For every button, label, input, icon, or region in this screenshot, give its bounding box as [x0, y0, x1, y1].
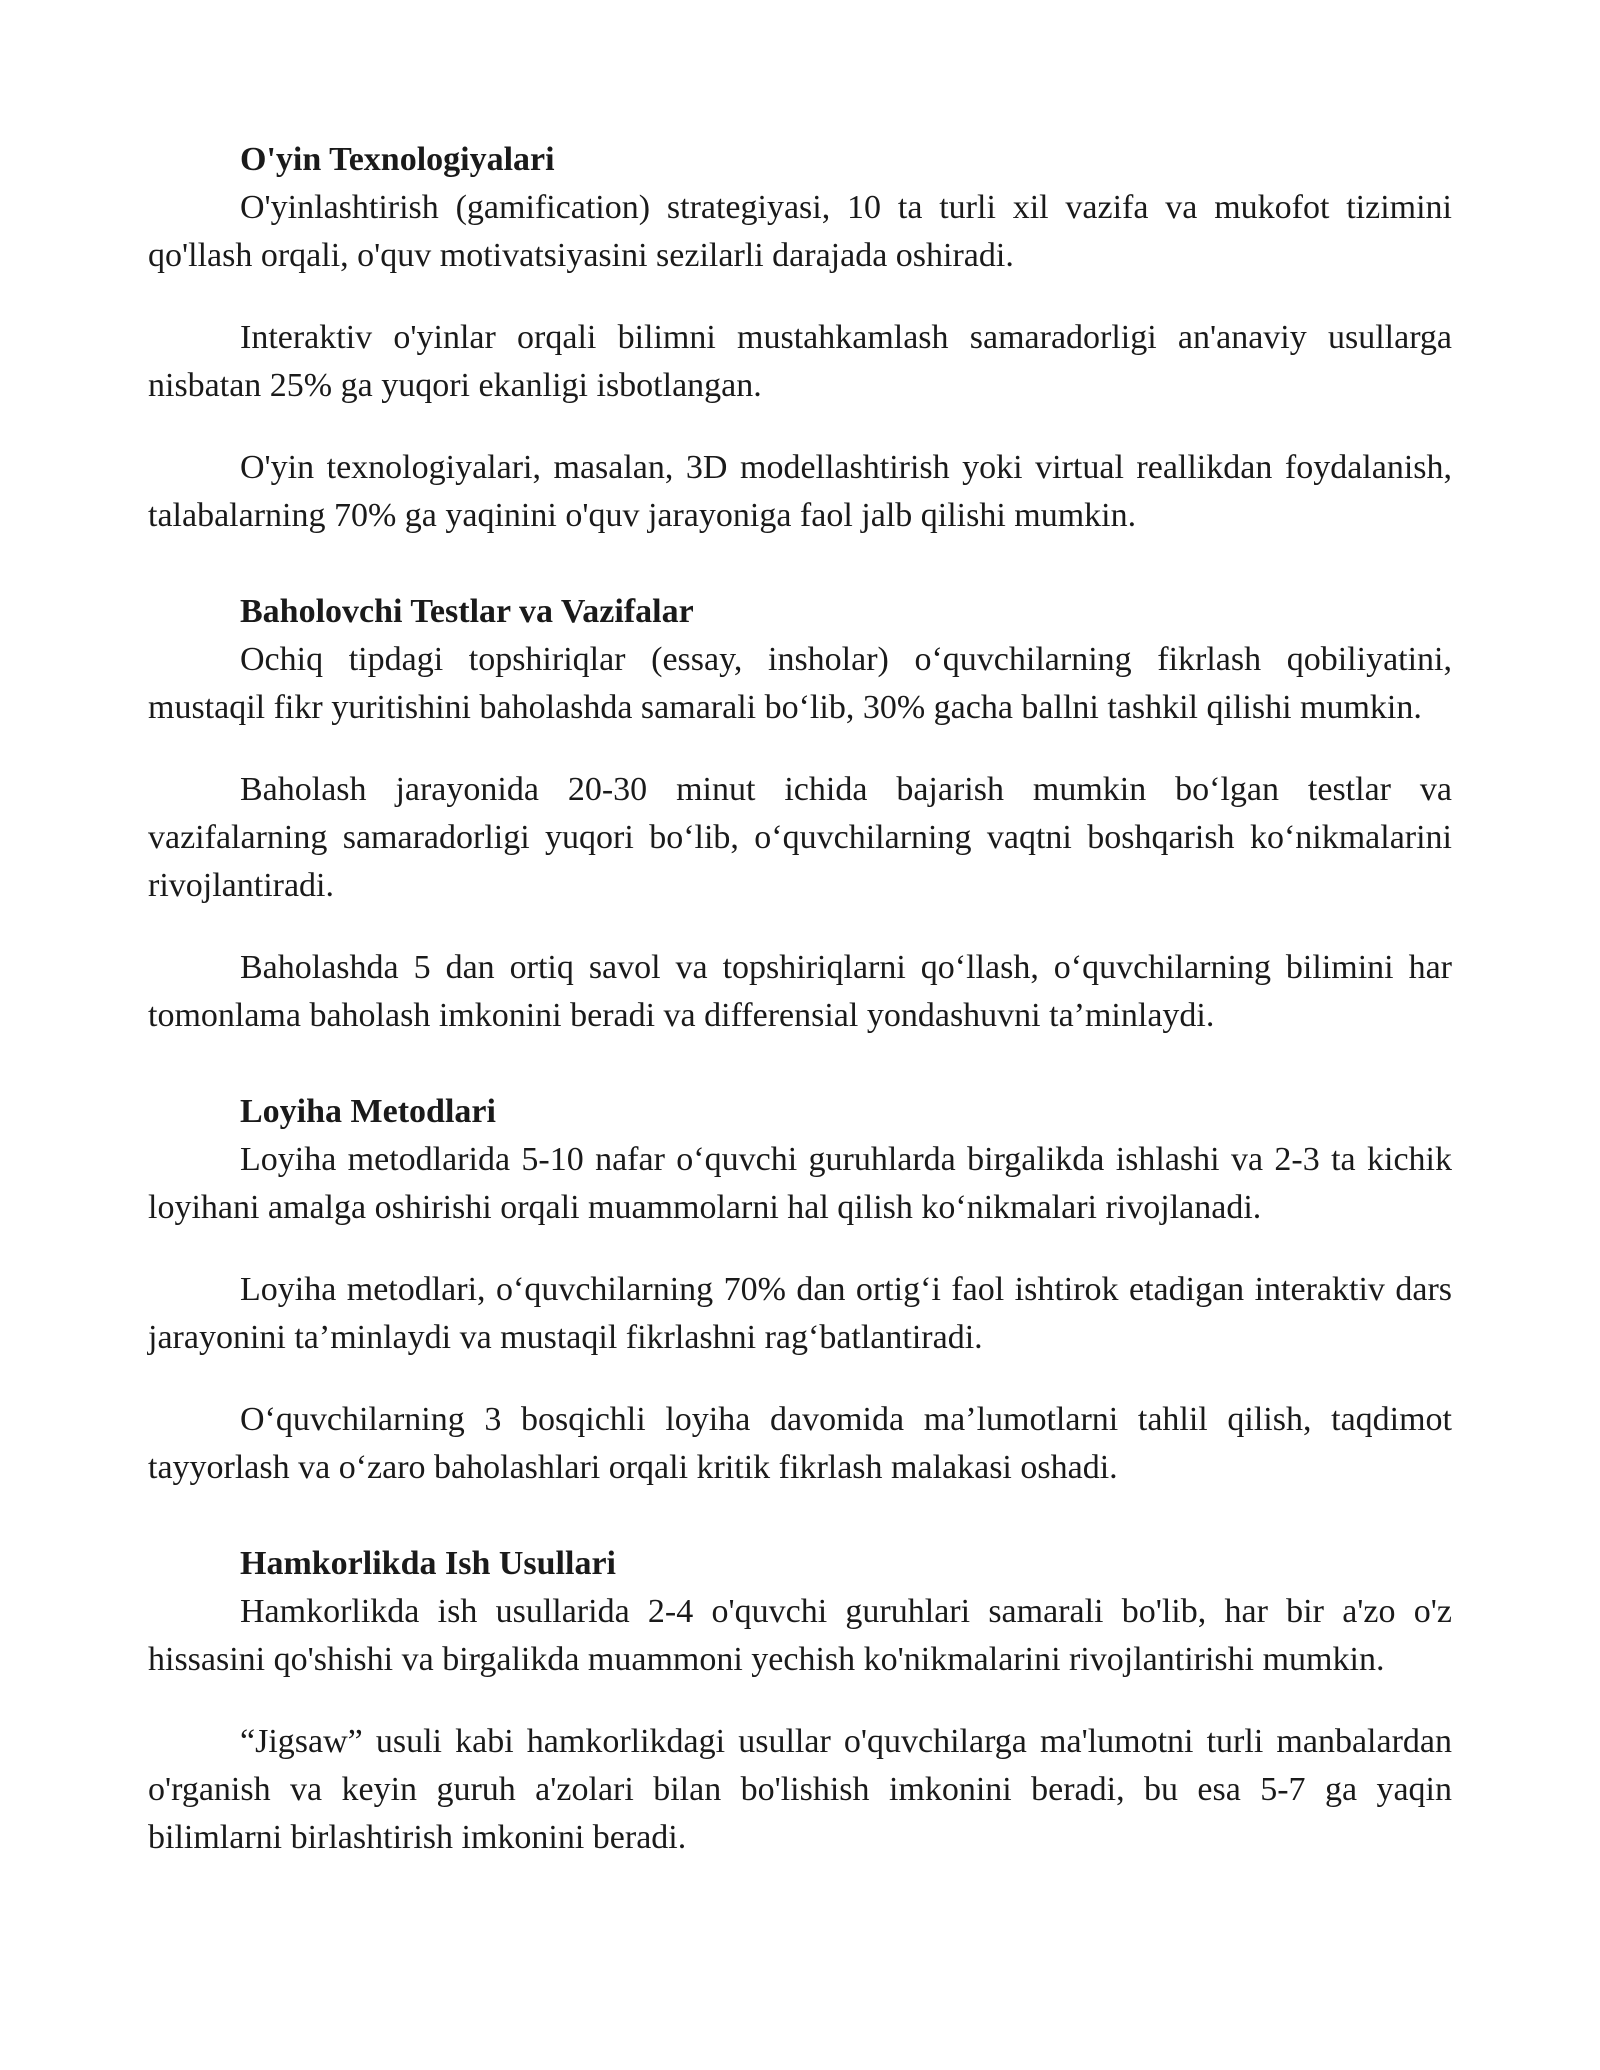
paragraph: O'yinlashtirish (gamification) strategiyasi, 10 ta turli xil vazifa va mukofot tizimini qo'llash orqali, o'quv motivatsiyasini sezilarli darajada oshiradi.: [148, 189, 1452, 274]
paragraph: Ochiq tipdagi topshiriqlar (essay, insholar) o‘quvchilarning fikrlash qobiliyatini, mustaqil fikr yuritishini baholashda samarali bo‘lib, 30% gacha ballni tashkil qilishi mumkin.: [148, 641, 1452, 726]
paragraph: “Jigsaw” usuli kabi hamkorlikdagi usullar o'quvchilarga ma'lumotni turli manbalardan o'rganish va keyin guruh a'zolari bilan bo'lishish imkonini beradi, bu esa 5-7 ga yaqin bilimlarni birlashtirish imkonini beradi.: [148, 1723, 1452, 1856]
section-baholovchi-testlar: [148, 588, 1452, 1040]
paragraph: Interaktiv o'yinlar orqali bilimni mustahkamlash samaradorligi an'anaviy usullarga nisbatan 25% ga yuqori ekanligi isbotlangan.: [148, 319, 1452, 404]
section-hamkorlikda-ish-usullari: [148, 1540, 1452, 1862]
paragraph: O'yin texnologiyalari, masalan, 3D modellashtirish yoki virtual reallikdan foydalanish, talabalarning 70% ga yaqinini o'quv jarayoniga faol jalb qilishi mumkin.: [148, 449, 1452, 534]
document-page: [148, 136, 1452, 1862]
paragraph: Baholashda 5 dan ortiq savol va topshiriqlarni qo‘llash, o‘quvchilarning bilimini har tomonlama baholash imkonini beradi va differensial yondashuvni ta’minlaydi.: [148, 949, 1452, 1034]
paragraph: Baholash jarayonida 20-30 minut ichida bajarish mumkin bo‘lgan testlar va vazifalarning samaradorligi yuqori bo‘lib, o‘quvchilarning vaqtni boshqarish ko‘nikmalarini rivojlantiradi.: [148, 771, 1452, 904]
section-loyiha-metodlari: [148, 1088, 1452, 1492]
section-oyin-texnologiyalari: [148, 136, 1452, 540]
paragraph: Loyiha metodlari, o‘quvchilarning 70% dan ortig‘i faol ishtirok etadigan interaktiv dars jarayonini ta’minlaydi va mustaqil fikrlashni rag‘batlantiradi.: [148, 1271, 1452, 1356]
paragraph: Loyiha metodlarida 5-10 nafar o‘quvchi guruhlarda birgalikda ishlashi va 2-3 ta kichik loyihani amalga oshirishi orqali muammolarni hal qilish ko‘nikmalari rivojlanadi.: [148, 1141, 1452, 1226]
section-heading: Hamkorlikda Ish Usullari: [240, 1545, 616, 1582]
paragraph: Hamkorlikda ish usullarida 2-4 o'quvchi guruhlari samarali bo'lib, har bir a'zo o'z hissasini qo'shishi va birgalikda muammoni yechish ko'nikmalarini rivojlantirishi mumkin.: [148, 1593, 1452, 1678]
paragraph: O‘quvchilarning 3 bosqichli loyiha davomida ma’lumotlarni tahlil qilish, taqdimot tayyorlash va o‘zaro baholashlari orqali kritik fikrlash malakasi oshadi.: [148, 1401, 1452, 1486]
section-heading: Loyiha Metodlari: [240, 1093, 496, 1130]
section-heading: O'yin Texnologiyalari: [240, 141, 555, 178]
section-heading: Baholovchi Testlar va Vazifalar: [240, 593, 694, 630]
